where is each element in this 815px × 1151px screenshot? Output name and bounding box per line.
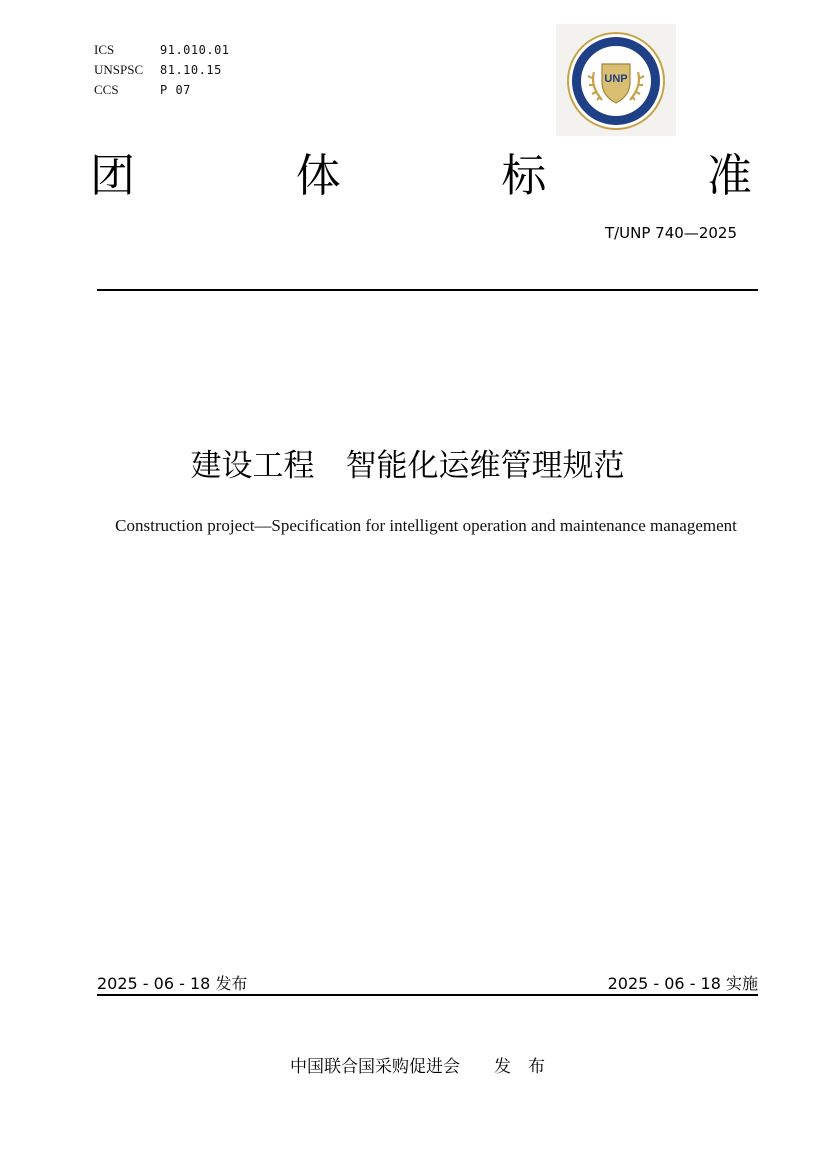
classification-codes bbox=[94, 40, 230, 100]
implement-date: 2025 - 06 - 18 实施 bbox=[607, 974, 758, 993]
english-title: Construction project—Specification for intelligent operation and maintenance management bbox=[115, 516, 737, 535]
ccs-code-row bbox=[94, 80, 230, 100]
unp-logo bbox=[556, 24, 676, 136]
ics-label: ICS bbox=[94, 42, 115, 57]
ics-value: 91.010.01 bbox=[160, 43, 230, 57]
unspsc-code-row bbox=[94, 60, 230, 80]
unspsc-label: UNSPSC bbox=[94, 62, 144, 77]
ccs-label: CCS bbox=[94, 82, 119, 97]
heading-char-2: 体 bbox=[295, 149, 341, 202]
chinese-title: 建设工程 智能化运维管理规范 bbox=[190, 448, 625, 484]
publish-date: 2025 - 06 - 18 发布 bbox=[97, 974, 248, 993]
ccs-value: P 07 bbox=[160, 83, 191, 97]
top-divider bbox=[97, 289, 758, 291]
unspsc-value: 81.10.15 bbox=[160, 63, 222, 77]
ics-code-row bbox=[94, 40, 230, 60]
publisher-line: 中国联合国采购促进会 发 布 bbox=[290, 1057, 545, 1077]
logo-text: UNP bbox=[604, 73, 628, 85]
heading-char-3: 标 bbox=[501, 149, 547, 202]
heading-char-1: 团 bbox=[90, 149, 136, 202]
heading-char-4: 准 bbox=[706, 149, 752, 202]
standard-number: T/UNP 740—2025 bbox=[604, 224, 737, 242]
group-standard-heading bbox=[90, 146, 752, 206]
bottom-divider bbox=[97, 994, 758, 996]
